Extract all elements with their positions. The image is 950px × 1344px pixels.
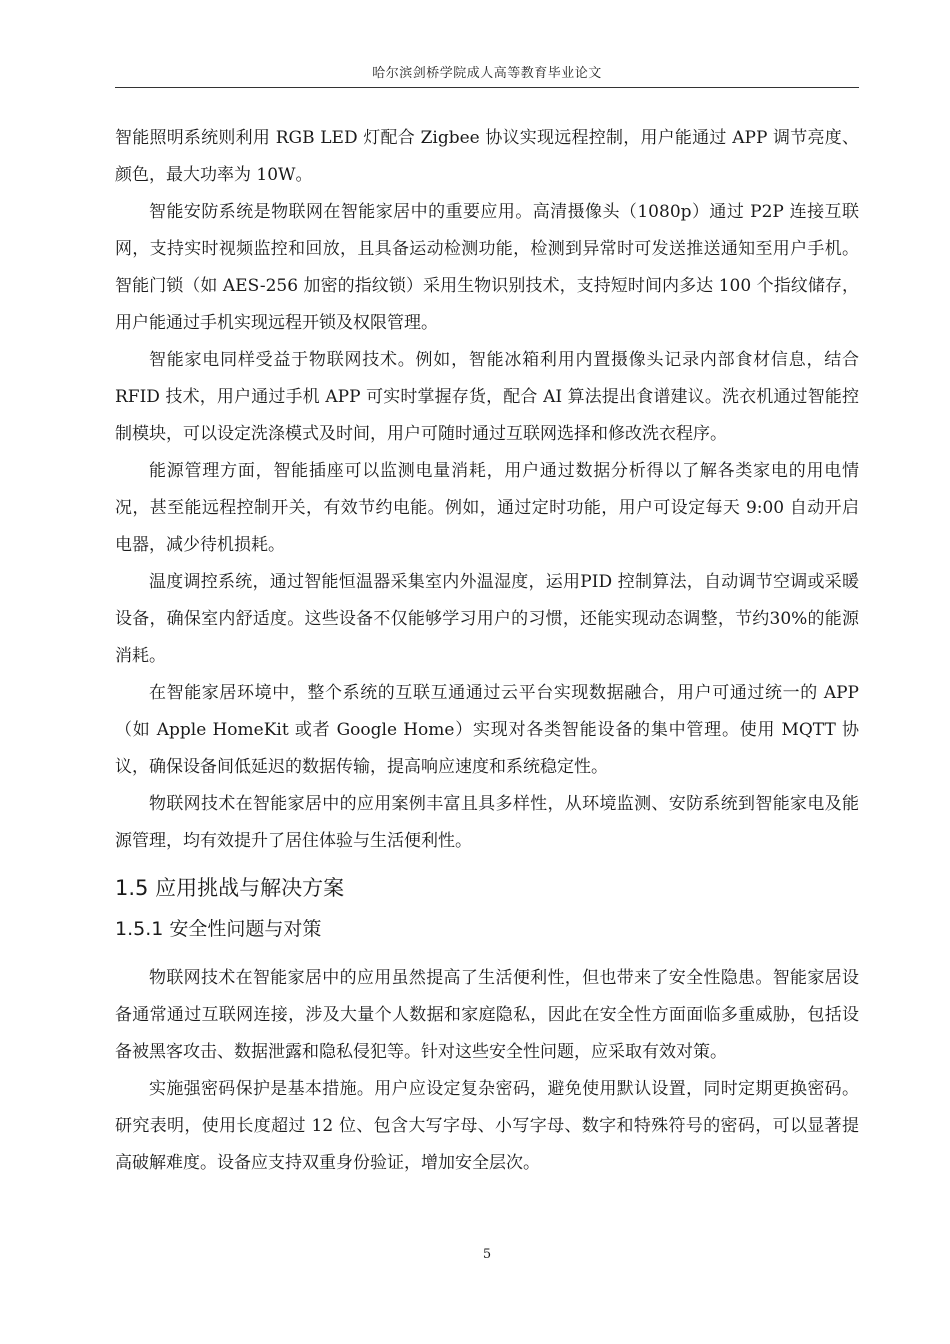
section-heading: 1.5 应用挑战与解决方案: [115, 876, 345, 900]
running-header: 哈尔滨剑桥学院成人高等教育毕业论文: [372, 66, 602, 81]
paragraph: 温度调控系统，通过智能恒温器采集室内外温湿度，运用PID 控制算法，自动调节空调或采暖设备，确保室内舒适度。这些设备不仅能够学习用户的习惯，还能实现动态调整，节约30%的能源消耗。: [115, 572, 859, 666]
paragraph: 实施强密码保护是基本措施。用户应设定复杂密码，避免使用默认设置，同时定期更换密码。研究表明，使用长度超过 12 位、包含大写字母、小写字母、数字和特殊符号的密码，可以显著提高破解难度。设备应支持双重身份验证，增加安全层次。: [115, 1079, 859, 1173]
paragraph: 智能家电同样受益于物联网技术。例如，智能冰箱利用内置摄像头记录内部食材信息，结合 RFID 技术，用户通过手机 APP 可实时掌握存货，配合 AI 算法提出食谱建议。洗衣机通过智能控制模块，可以设定洗涤模式及时间，用户可随时通过互联网选择和修改洗衣程序。: [115, 350, 859, 444]
paragraph: 物联网技术在智能家居中的应用虽然提高了生活便利性，但也带来了安全性隐患。智能家居设备通常通过互联网连接，涉及大量个人数据和家庭隐私，因此在安全性方面面临多重威胁，包括设备被黑客攻击、数据泄露和隐私侵犯等。针对这些安全性问题，应采取有效对策。: [115, 968, 859, 1062]
paragraph: 能源管理方面，智能插座可以监测电量消耗，用户通过数据分析得以了解各类家电的用电情况，甚至能远程控制开关，有效节约电能。例如，通过定时功能，用户可设定每天 9:00 自动开启电器，减少待机损耗。: [115, 461, 859, 555]
header-divider: [115, 87, 859, 88]
paragraph: 在智能家居环境中，整个系统的互联互通通过云平台实现数据融合，用户可通过统一的 APP（如 Apple HomeKit 或者 Google Home）实现对各类智能设备的集中管理。使用 MQTT 协议，确保设备间低延迟的数据传输，提高响应速度和系统稳定性。: [115, 683, 859, 777]
paragraph: 物联网技术在智能家居中的应用案例丰富且具多样性，从环境监测、安防系统到智能家电及能源管理，均有效提升了居住体验与生活便利性。: [115, 794, 859, 851]
subsection-heading: 1.5.1 安全性问题与对策: [115, 918, 322, 940]
paragraph: 智能安防系统是物联网在智能家居中的重要应用。高清摄像头（1080p）通过 P2P 连接互联网，支持实时视频监控和回放，且具备运动检测功能，检测到异常时可发送推送通知至用户手机。智能门锁（如 AES-256 加密的指纹锁）采用生物识别技术，支持短时间内多达 100 个指纹储存，用户能通过手机实现远程开锁及权限管理。: [115, 202, 859, 333]
page-body: [115, 120, 859, 1182]
page-number: 5: [482, 1247, 492, 1262]
paragraph: 智能照明系统则利用 RGB LED 灯配合 Zigbee 协议实现远程控制，用户能通过 APP 调节亮度、颜色，最大功率为 10W。: [115, 128, 859, 185]
